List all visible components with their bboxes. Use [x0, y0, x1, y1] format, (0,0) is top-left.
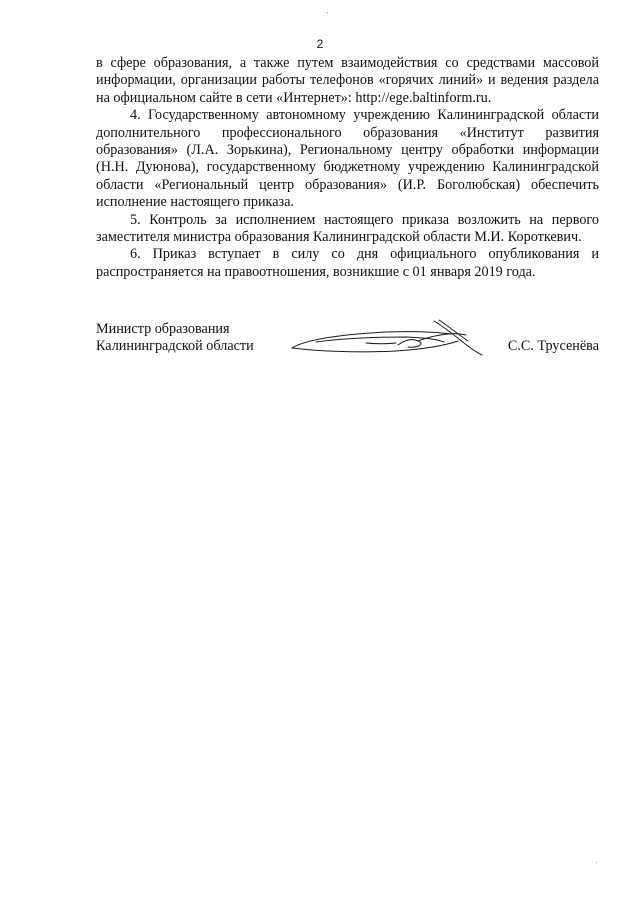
- scan-speck: [327, 12, 328, 13]
- signer-title: [96, 321, 254, 356]
- paragraph-3: 5. Контроль за исполнением настоящего приказа возложить на первого заместителя министра образования Калининградской области М.И. Короткевич.: [96, 211, 599, 246]
- signer-title-line-1: Министр образования: [96, 321, 230, 337]
- paragraph-2: 4. Государственному автономному учреждению Калининградской области дополнительного профессионального образования «Институт развития образования» (Л.А. Зорькина), Региональному центру обработки информации (Н.Н. Дуюнова), государственному бюджетному учреждению Калининградской области «Региональный центр образования» (И.Р. Боголюбская) обеспечить исполнение настоящего приказа.: [96, 107, 599, 211]
- signer-name: С.С. Трусенёва: [507, 338, 599, 354]
- document-body: [96, 55, 599, 281]
- page-number: 2: [316, 37, 324, 51]
- paragraph-1: в сфере образования, а также путем взаимодействия со средствами массовой информации, организации работы телефонов «горячих линий» и ведения раздела на официальном сайте в сети «Интернет»: http://ege.baltinform.ru.: [96, 55, 599, 106]
- paragraph-4: 6. Приказ вступает в силу со дня официального опубликования и распространяется на правоотношения, возникшие с 01 января 2019 года.: [96, 246, 599, 280]
- scan-speck: [596, 862, 597, 863]
- signer-title-line-2: Калининградской области: [96, 338, 254, 355]
- signature-block: [96, 321, 599, 371]
- handwritten-signature: [286, 317, 496, 365]
